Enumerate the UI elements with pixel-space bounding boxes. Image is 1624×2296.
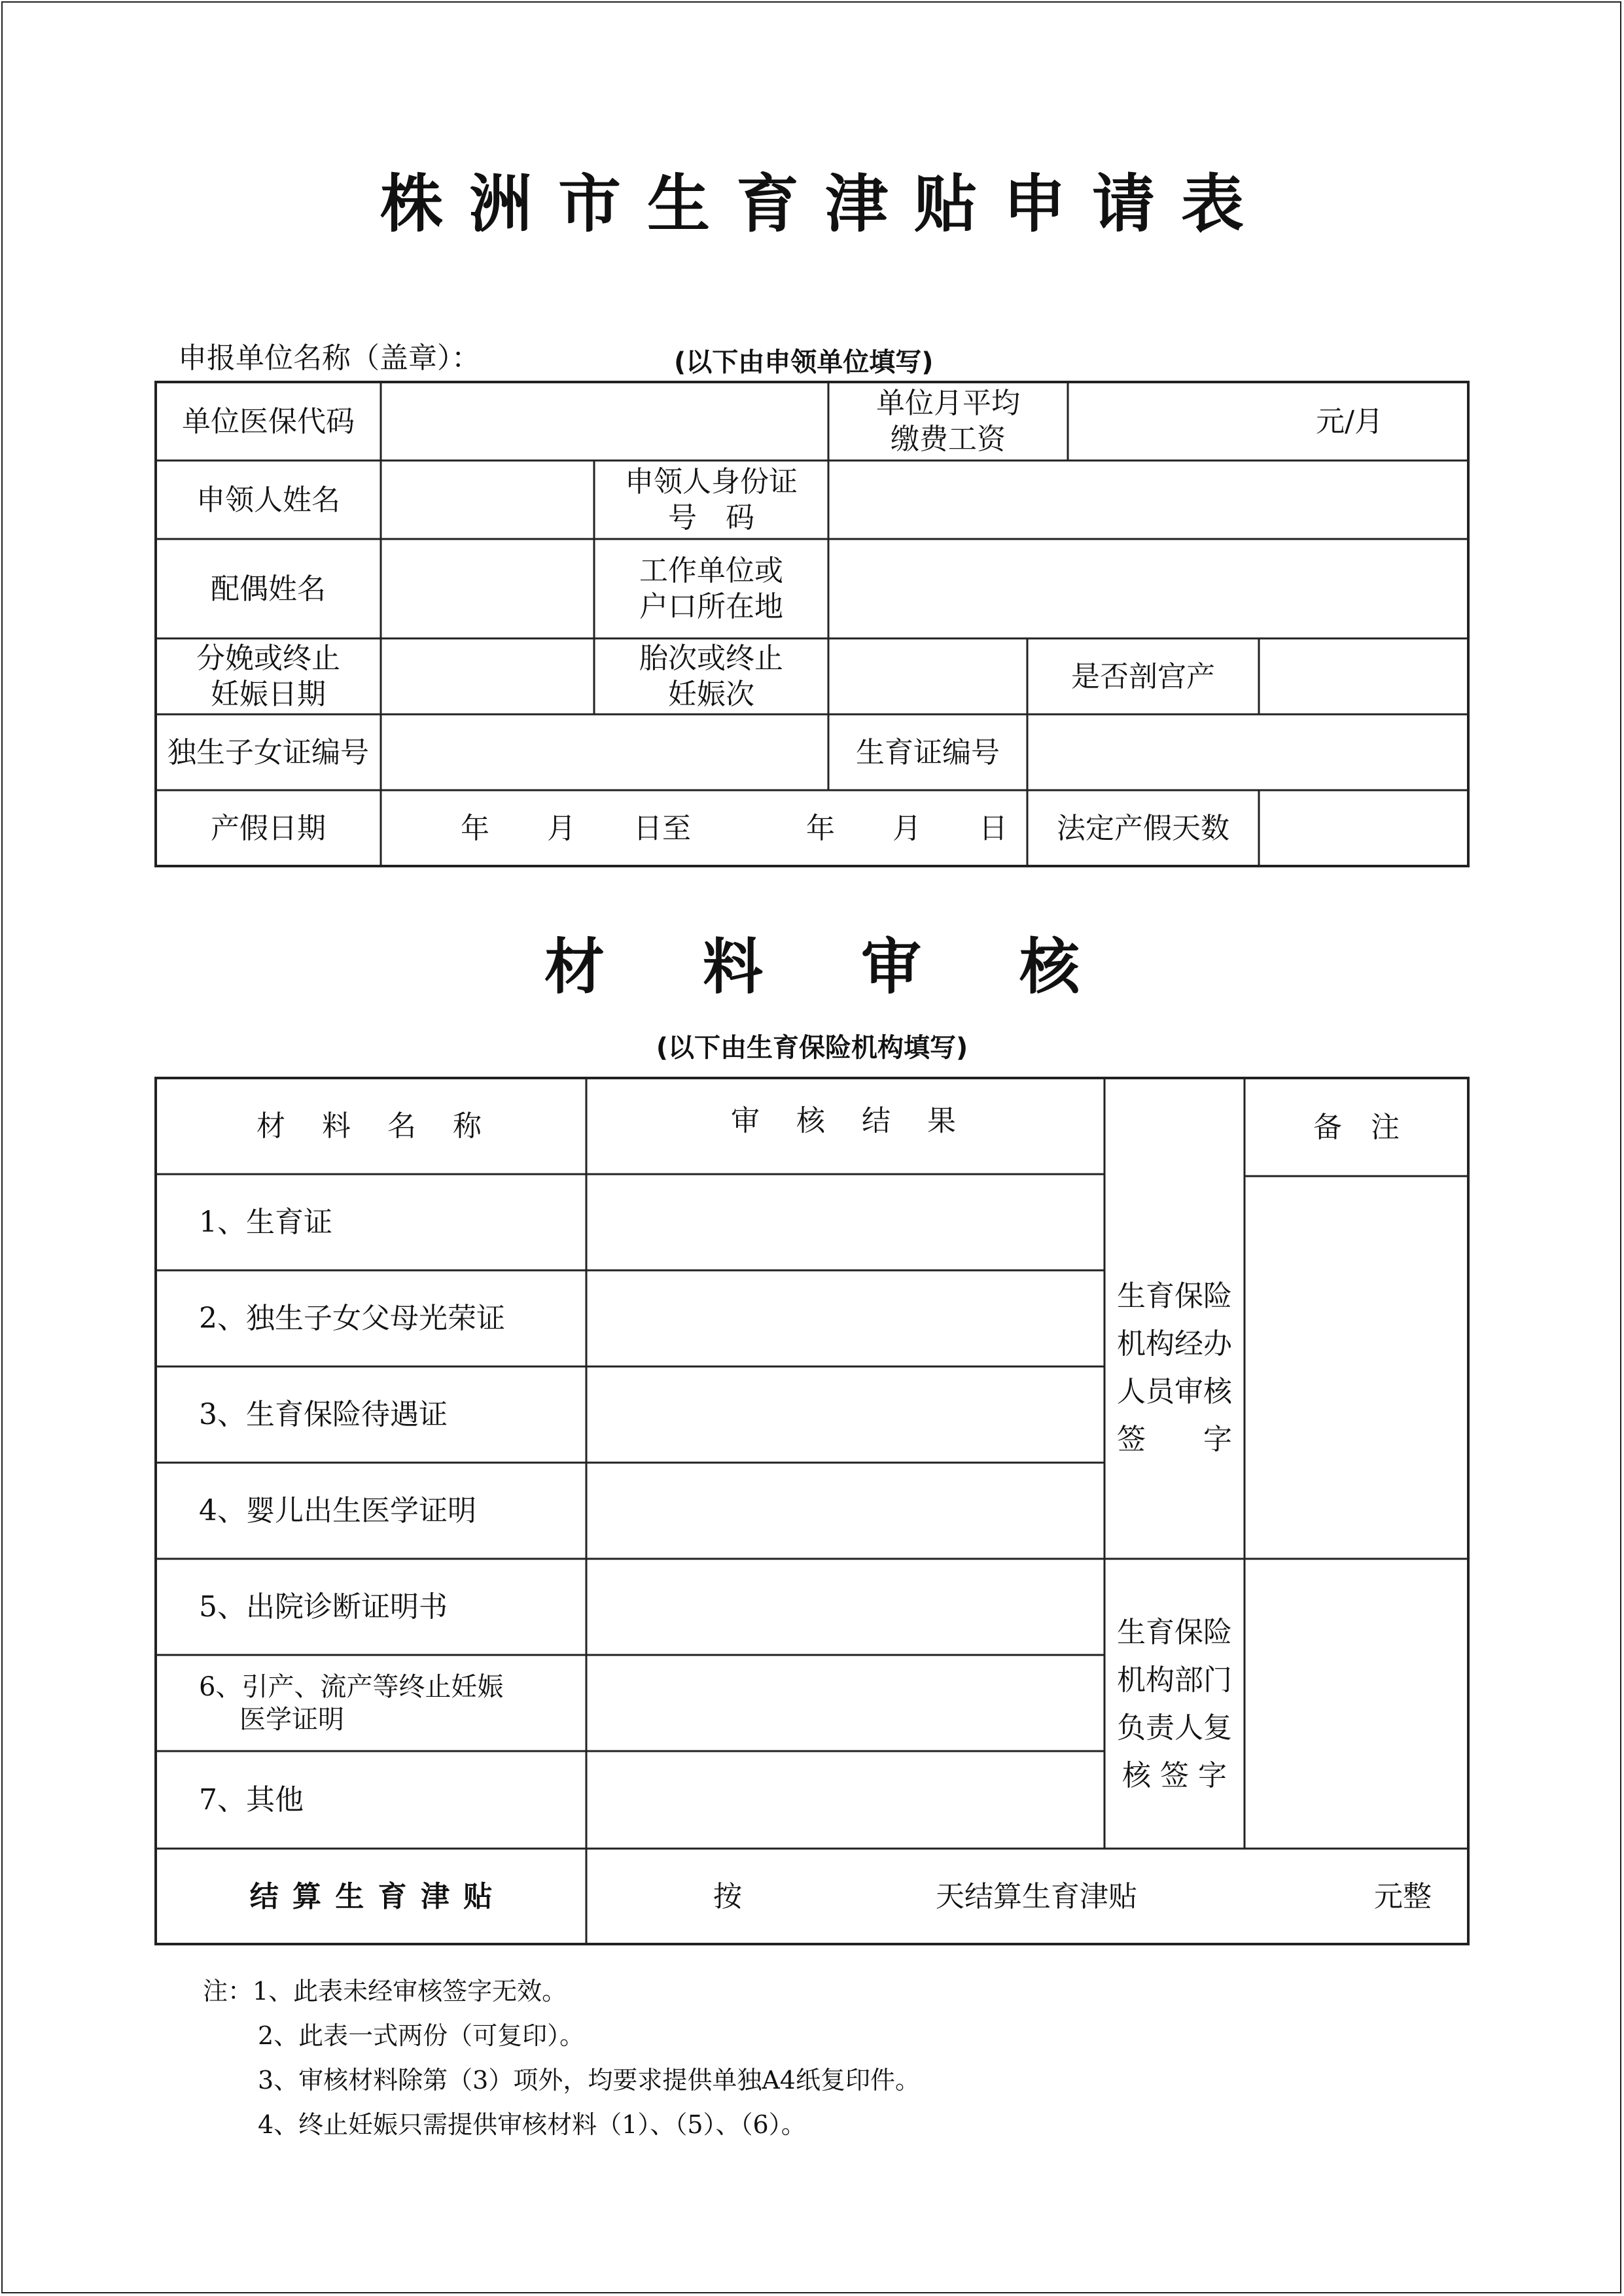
avg-wage-field[interactable] — [1068, 382, 1468, 461]
agency-fill-hint: (以下由生育保险机构填写) — [656, 1033, 968, 1063]
only-child-cert-label: 独生子女证编号 — [168, 735, 369, 769]
only-child-cert-field[interactable] — [381, 714, 828, 790]
material-item-4: 4、婴儿出生医学证明 — [199, 1494, 476, 1527]
claimant-id-field[interactable] — [828, 461, 1468, 539]
material-item-1: 1、生育证 — [199, 1206, 332, 1239]
col-remark-header: 备 注 — [1313, 1110, 1400, 1144]
cesarean-label: 是否剖宫产 — [1071, 659, 1215, 693]
statutory-leave-label: 法定产假天数 — [1057, 811, 1229, 845]
leave-dates-field[interactable] — [381, 790, 1027, 866]
unit-code-label: 单位医保代码 — [182, 404, 355, 438]
date-range-text: 年 月 日至 年 月 日 — [461, 811, 1008, 845]
unit-code-field[interactable] — [381, 382, 828, 461]
material-item-2: 2、独生子女父母光荣证 — [199, 1302, 505, 1335]
leave-dates-label: 产假日期 — [211, 811, 326, 845]
note-3: 3、审核材料除第（3）项外，均要求提供单独A4纸复印件。 — [258, 2066, 920, 2095]
unit-name-label: 申报单位名称（盖章）： — [178, 341, 480, 375]
form-title: 株洲市生育津贴申请表 — [380, 167, 1270, 241]
spouse-name-field[interactable] — [381, 539, 594, 638]
settlement-label: 结 算 生 育 津 贴 — [249, 1879, 493, 1913]
col-material-header: 材 料 名 称 — [256, 1109, 485, 1143]
result-field-3[interactable] — [586, 1366, 1104, 1463]
result-field-1[interactable] — [586, 1174, 1104, 1270]
settle-amount-text: 元整 — [1374, 1879, 1432, 1913]
material-item-7: 7、其他 — [199, 1783, 304, 1817]
head-sign-label: 生育保险 机构部门 负责人复 核 签 字 — [1117, 1615, 1232, 1792]
delivery-date-label: 分娩或终止 妊娠日期 — [196, 642, 340, 711]
col-result-header: 审 核 结 果 — [731, 1104, 960, 1138]
birth-cert-field[interactable] — [1027, 714, 1468, 790]
settle-days-text: 天结算生育津贴 — [936, 1879, 1137, 1913]
material-item-3: 3、生育保险待遇证 — [199, 1398, 448, 1431]
workplace-label: 工作单位或 户口所在地 — [639, 554, 783, 623]
result-field-4[interactable] — [586, 1463, 1104, 1559]
result-field-2[interactable] — [586, 1270, 1104, 1366]
wage-unit: 元/月 — [1316, 404, 1383, 438]
note-1: 注：1、此表未经审核签字无效。 — [203, 1977, 567, 2006]
staff-sign-field[interactable] — [1244, 1176, 1468, 1559]
staff-sign-label: 生育保险 机构经办 人员审核 签 字 — [1117, 1279, 1232, 1456]
note-4: 4、终止妊娠只需提供审核材料（1）、（5）、（6）。 — [258, 2110, 806, 2139]
head-sign-field[interactable] — [1244, 1559, 1468, 1849]
spouse-name-label: 配偶姓名 — [211, 572, 326, 606]
claimant-name-field[interactable] — [381, 461, 594, 539]
applicant-fill-hint: (以下由申领单位填写) — [674, 347, 934, 377]
parity-label: 胎次或终止 妊娠次 — [639, 642, 783, 711]
birth-cert-label: 生育证编号 — [856, 735, 1000, 769]
cesarean-field[interactable] — [1259, 638, 1468, 714]
claimant-id-label: 申领人身份证 号 码 — [625, 465, 798, 534]
settle-by-text: 按 — [713, 1879, 742, 1913]
parity-field[interactable] — [828, 638, 1027, 714]
statutory-leave-field[interactable] — [1259, 790, 1468, 866]
material-item-6: 6、引产、流产等终止妊娠 医学证明 — [199, 1671, 504, 1735]
notes-block — [203, 1969, 920, 2147]
material-item-5: 5、出院诊断证明书 — [199, 1590, 448, 1624]
note-2: 2、此表一式两份（可复印）。 — [258, 2021, 585, 2050]
section-title: 材料审核 — [544, 931, 1178, 1002]
result-field-6[interactable] — [586, 1655, 1104, 1751]
workplace-field[interactable] — [828, 539, 1468, 638]
result-field-5[interactable] — [586, 1559, 1104, 1655]
settlement-field[interactable] — [586, 1849, 1468, 1944]
result-field-7[interactable] — [586, 1751, 1104, 1849]
delivery-date-field[interactable] — [381, 638, 594, 714]
claimant-name-label: 申领人姓名 — [196, 483, 340, 517]
avg-wage-label: 单位月平均 缴费工资 — [876, 387, 1020, 456]
